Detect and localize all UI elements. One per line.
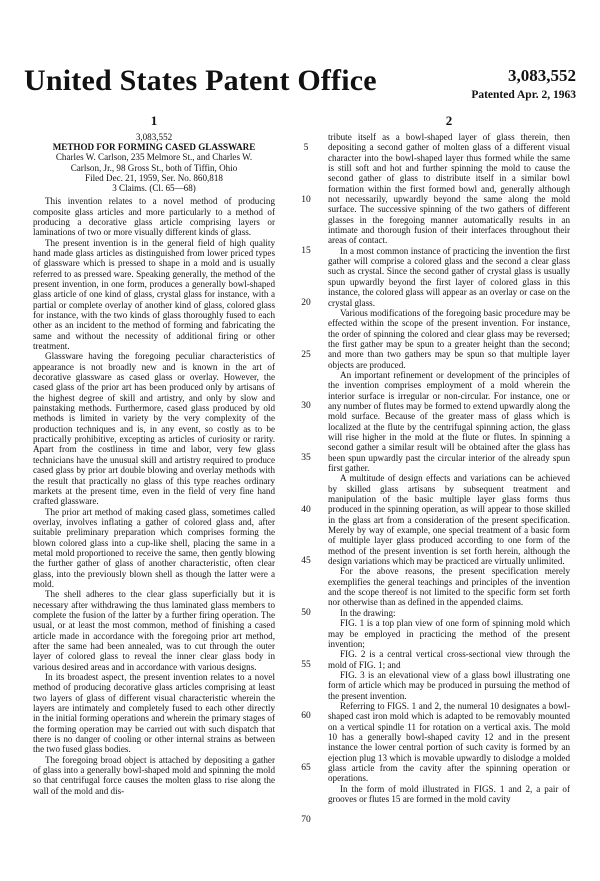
line-number: 10 <box>301 195 311 205</box>
paragraph: The shell adheres to the clear glass superficially but it is necessary after withdrawing the thus laminated glass members to complete the fusion of the latter by a further firing operation. The usual, or at least the most common, method of finishing a cased article made in accordance with the foregoing prior art method, after the same had been annealed, was to cut through the outer layer of colored glass to reveal the inner clear glass body in various desired areas and in accordance with various designs. <box>33 589 275 672</box>
column-number-right: 2 <box>445 113 453 128</box>
patent-heading <box>33 132 275 193</box>
line-number: 35 <box>301 453 311 463</box>
masthead <box>24 64 576 104</box>
heading-inventors-2: Carlson, Jr., 98 Gross St., both of Tiffin, Ohio <box>70 162 238 173</box>
heading-title: METHOD FOR FORMING CASED GLASSWARE <box>52 142 256 153</box>
paragraph: An important refinement or development of the principles of the invention comprises employment of a mold wherein the interior surface is irregular or non-circular. For instance, one or any number of flutes may be formed to extend upwardly along the mold surface. Because of the greater mass of glass which is localized at the flute by the centrifugal spinning action, the glass will rise higher in the mold at the flute or flutes. In spinning a second gather a similar result will be obtained after the glass has been spun upwardly past the circular interior of the already spun first gather. <box>328 369 570 473</box>
paragraph: FIG. 1 is a top plan view of one form of spinning mold which may be employed in practicing the method of the present invention; <box>328 618 570 649</box>
line-number: 50 <box>301 608 311 618</box>
patent-number: 3,083,552 <box>508 66 576 85</box>
right-column <box>328 114 570 804</box>
line-number: 30 <box>301 401 311 411</box>
office-title: United States Patent Office <box>24 64 377 97</box>
paragraph: Glassware having the foregoing peculiar characteristics of appearance is not broadly new and is known in the art of decorative glassware as cased glass or overlay. However, the cased glass of the prior art has been produced only by artisans of the highest degree of skill and artistry, and only by slow and painstaking methods. Furthermore, cased glass produced by old methods is limited in variety by the very complexity of the production techniques and is, in any event, so costly as to be practically prohibitive, excepting as articles of curiosity or rarity. Apart from the costliness in time and labor, very few glass technicians have the unusual skill and artistry required to produce cased glass by prior art double blowing and overlay methods with the result that practically no glass of this type reaches ordinary markets at the present time, even in the field of very fine hand crafted glassware. <box>33 351 275 507</box>
paragraph: The foregoing broad object is attached by depositing a gather of glass into a generally bowl-shaped mold and spinning the mold so that centrifugal force causes the molten glass to rise along the wall of the mold and dis- <box>33 754 275 796</box>
line-number: 5 <box>303 143 309 153</box>
paragraph: In the drawing: <box>340 607 396 618</box>
column-number-left: 1 <box>150 113 158 128</box>
left-column <box>33 114 275 796</box>
line-number: 45 <box>301 556 311 566</box>
paragraph: For the above reasons, the present specification merely exemplifies the general teachings and principles of the invention and the scope thereof is not limited to the specific form set forth nor otherwise than as defined in the appended claims. <box>328 566 570 608</box>
line-number: 65 <box>301 763 311 773</box>
heading-claims: 3 Claims. (Cl. 65—68) <box>112 183 196 194</box>
paragraph: In its broadest aspect, the present invention relates to a novel method of producing decorative glass articles comprising at least two layers of glass of different visual characteristic wherein the layers are intimately and completely fused to each other directly in the initial forming operations and wherein the primary stages of the forming operation may be carried out with such dispatch that there is no danger of cooling or other internal strains as between the two fused glass bodies. <box>33 672 275 755</box>
line-number: 70 <box>301 815 311 825</box>
line-number: 40 <box>301 505 311 515</box>
line-number: 15 <box>301 246 311 256</box>
line-number: 55 <box>301 660 311 670</box>
paragraph: In the form of mold illustrated in FIGS. 1 and 2, a pair of grooves or flutes 15 are formed in the mold cavity <box>328 783 570 804</box>
heading-inventors-1: Charles W. Carlson, 235 Melmore St., and Charles W. <box>55 152 253 163</box>
paragraph: In a most common instance of practicing the invention the first gather will comprise a colored glass and the second a clear glass such as crystal. Since the second gather of crystal glass is usually spun upwardly beyond the first layer of colored glass in this instance, the colored glass will appear as an overlay or case on the crystal glass. <box>328 245 570 308</box>
paragraph: Various modifications of the foregoing basic procedure may be effected within the scope of the present invention. For instance, the order of spinning the colored and clear glass may be reversed; the first gather may be spun to a greater height than the second; and more than two gathers may be spun so that multiple layer objects are produced. <box>328 307 570 370</box>
paragraph: tribute itself as a bowl-shaped layer of glass therein, then depositing a second gather of molten glass of a different visual character into the bowl-shaped layer thus formed while the same is still soft and hot and further spinning the mold to cause the second gather of glass to distribute itself in a similar bowl formation within the first formed bowl and, generally although not necessarily, upwardly beyond the same along the mold surface. The successive spinning of the two gathers of different glasses in the foregoing manner automatically results in an intimate and thorough fusion of their interfaces throughout their areas of contact. <box>328 132 570 246</box>
paragraph: FIG. 3 is an elevational view of a glass bowl illustrating one form of article which may be produced in pursuing the method of the present invention. <box>328 669 570 701</box>
paragraph: The prior art method of making cased glass, sometimes called overlay, involves inflating a gather of colored glass and, after suitable preliminary preparation which comprises forming the blown colored glass into a cup-like shell, placing the same in a metal mold proportioned to receive the same, then gently blowing the further gather of glass of another characteristic, often clear glass, into the previously blown shell as though the latter were a mold. <box>33 506 275 589</box>
paragraph: The present invention is in the general field of high quality hand made glass articles as distinguished from lower priced types of glassware which is pressed to shape in a mold and is usually referred to as pressed ware. Speaking generally, the method of the present invention, in one form, produces a generally bowl-shaped glass article of one kind of glass, crystal glass for instance, with a partial or complete overlay of another kind of glass, colored glass for instance, with the two kinds of glass thoroughly fused to each other as an incident to the method of forming and fabricating the same and without the necessity of additional firing or other treatment. <box>33 237 275 352</box>
paragraph: FIG. 2 is a central vertical cross-sectional view through the mold of FIG. 1; and <box>328 649 570 670</box>
line-number: 60 <box>301 711 311 721</box>
paragraph: Referring to FIGS. 1 and 2, the numeral 10 designates a bowl-shaped cast iron mold which is adapted to be removably mounted on a vertical spindle 11 for rotation on a vertical axis. The mold 10 has a generally bowl-shaped cavity 12 and in the present instance the lower central portion of such cavity is formed by an ejection plug 13 which is movable upwardly to dislodge a molded glass article from the cavity after the spinning operation or operations. <box>328 700 570 784</box>
paragraph: This invention relates to a novel method of producing composite glass articles and more particularly to a method of producing a decorative glass article comprising layers or laminations of two or more visually different kinds of glass. <box>33 196 275 238</box>
heading-number: 3,083,552 <box>135 132 173 142</box>
patent-date: Patented Apr. 2, 1963 <box>471 89 576 101</box>
heading-filed: Filed Dec. 21, 1959, Ser. No. 860,818 <box>85 172 223 183</box>
paragraph: A multitude of design effects and variations can be achieved by skilled glass artisans by subsequent treatment and manipulation of the basic multiple layer glass forms thus produced in the spinning operation, as will appear to those skilled in the glass art from a consideration of the present specification. Merely by way of example, one special treatment of a basic form of multiple layer glass produced according to one form of the method of the present invention is set forth herein, although the design variations which may be practiced are virtually unlimited. <box>328 473 570 567</box>
line-number: 25 <box>301 350 311 360</box>
line-number: 20 <box>301 298 311 308</box>
